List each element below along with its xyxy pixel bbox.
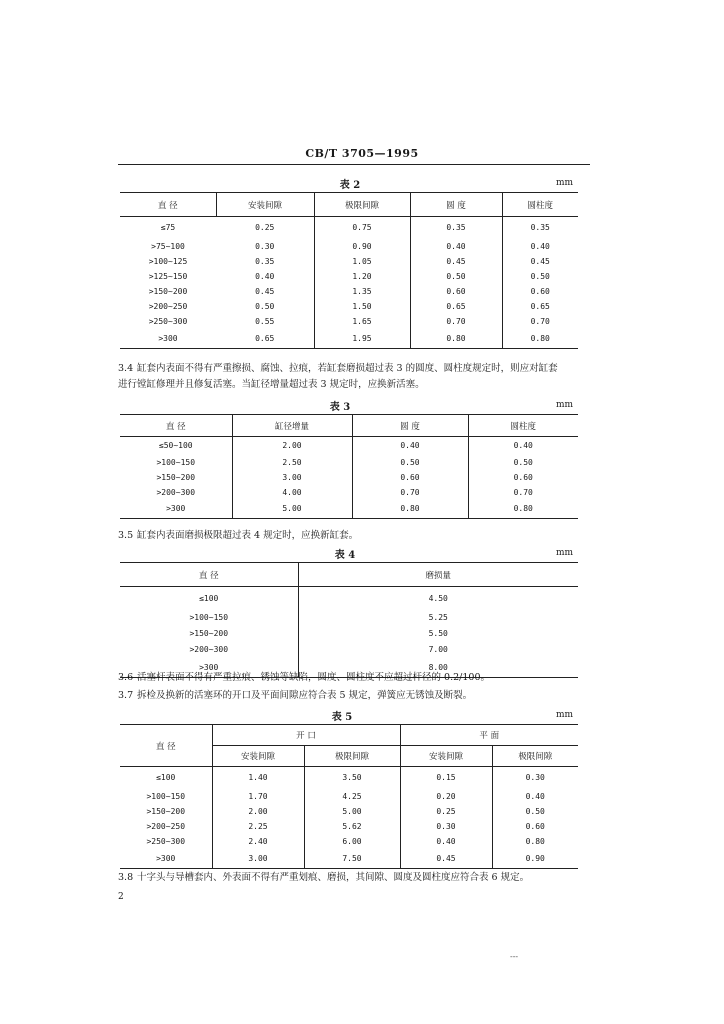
table3-cell: 0.70 <box>352 485 468 500</box>
table4-unit: mm <box>556 548 574 558</box>
table2-cell: 0.65 <box>410 299 502 314</box>
table5-cell: >100~150 <box>146 791 186 801</box>
table3-cell: 2.50 <box>232 455 352 470</box>
table3-cell: 4.00 <box>232 485 352 500</box>
table4-cell: 8.00 <box>298 658 578 678</box>
table4-cell: 4.50 <box>298 587 578 610</box>
table4-cell: 5.50 <box>298 626 578 642</box>
table5-cell: 0.15 <box>400 767 492 789</box>
table2-cell: 1.50 <box>314 299 410 314</box>
table2-header: 安装间隙 <box>216 193 314 217</box>
table5-cell: 1.70 <box>212 789 304 804</box>
table4-header: 磨损量 <box>298 563 578 587</box>
table5-cell: >200~250 <box>146 821 186 831</box>
section-3-7 <box>118 688 588 704</box>
table4-cell: >100~150 <box>189 613 229 622</box>
table2-cell: 0.60 <box>502 284 578 299</box>
section-3-4 <box>118 361 588 393</box>
table4-caption: 表 4 <box>334 550 356 561</box>
table5-cell: 0.80 <box>492 834 578 849</box>
table2-cell: 0.50 <box>502 269 578 284</box>
section-number: 3.7 <box>118 690 134 701</box>
table5-caption: 表 5 <box>331 712 353 723</box>
table5-header-diameter: 直 径 <box>155 741 176 752</box>
table3-cell: 2.00 <box>232 437 352 455</box>
table4-cell: 5.25 <box>298 610 578 626</box>
table2-cell: 0.40 <box>255 271 275 281</box>
section-text: 进行镗缸修理并且修复活塞。当缸径增量超过表 3 规定时，应换新活塞。 <box>118 379 425 390</box>
table2-cell: 0.65 <box>255 333 275 343</box>
section-text: 拆检及换新的活塞环的开口及平面间隙应符合表 5 规定，弹簧应无锈蚀及断裂。 <box>137 690 473 701</box>
table5-cell: 2.00 <box>212 804 304 819</box>
table5-cell: 3.50 <box>304 767 400 789</box>
table5-cell: 2.40 <box>212 834 304 849</box>
table5-cell: 6.00 <box>304 834 400 849</box>
table5-cell: 0.40 <box>492 789 578 804</box>
table2-cell: >200~250 <box>148 301 188 311</box>
table5-cell: 0.60 <box>492 819 578 834</box>
table2-cell: 0.25 <box>255 223 275 233</box>
section-text: 活塞杆表面不得有严重拉痕、锈蚀等缺陷，圆度、圆柱度不应超过杆径的 0.2/100。 <box>137 672 490 683</box>
table3-cell: 0.70 <box>468 485 578 500</box>
table3-cell: 0.60 <box>352 470 468 485</box>
table4-cell: ≤100 <box>199 593 219 603</box>
table3-unit: mm <box>556 400 574 410</box>
table2-cell: >125~150 <box>148 271 188 281</box>
table5-cell: 0.30 <box>400 819 492 834</box>
table2-cell: 0.35 <box>255 256 275 266</box>
table5-cell: 5.62 <box>304 819 400 834</box>
table4-cell: >150~200 <box>189 629 229 638</box>
table2-cell: >75~100 <box>151 241 185 251</box>
table3-cell: 0.80 <box>468 500 578 519</box>
table2-header: 圆 度 <box>410 193 502 217</box>
section-number: 3.4 <box>118 363 134 374</box>
table5-subheader: 安装间隙 <box>212 746 304 767</box>
table2-cell: >300 <box>158 333 178 343</box>
table2-cell: >100~125 <box>148 256 188 266</box>
table4-header: 直 径 <box>198 570 219 581</box>
table2-cell: 0.90 <box>314 239 410 254</box>
table5-subheader: 极限间隙 <box>304 746 400 767</box>
table5-cell: 5.00 <box>304 804 400 819</box>
table3-cell: >150~200 <box>156 472 196 482</box>
table3-cell: 0.60 <box>468 470 578 485</box>
table3-header: 缸径增量 <box>232 415 352 437</box>
table5-cell: 7.50 <box>304 849 400 869</box>
table2-cell: 0.80 <box>502 329 578 349</box>
table3-cell: 3.00 <box>232 470 352 485</box>
table5-group-plane: 平 面 <box>400 725 578 746</box>
table4-cell: 7.00 <box>298 642 578 658</box>
table3-header: 直 径 <box>165 421 186 432</box>
table5-cell: >150~200 <box>146 806 186 816</box>
page-number: 2 <box>118 892 124 902</box>
table2-cell: 0.45 <box>255 286 275 296</box>
table3-header: 圆 度 <box>352 415 468 437</box>
table2-cell: 0.45 <box>502 254 578 269</box>
section-number: 3.5 <box>118 530 134 541</box>
document-header: CB/T 3705—1995 <box>305 147 419 160</box>
table2-cell: 0.55 <box>255 316 275 326</box>
table2-cell: 1.20 <box>314 269 410 284</box>
table5-cell: >300 <box>156 853 176 863</box>
table5-cell: 3.00 <box>212 849 304 869</box>
table-2 <box>120 192 578 349</box>
table5-unit: mm <box>556 710 574 720</box>
table5-cell: ≤100 <box>156 773 176 783</box>
table2-cell: 0.45 <box>410 254 502 269</box>
table2-header: 直 径 <box>157 200 178 211</box>
table3-cell: >300 <box>166 504 186 514</box>
table3-caption: 表 3 <box>329 402 351 413</box>
table2-caption: 表 2 <box>339 180 361 191</box>
table2-cell: 0.60 <box>410 284 502 299</box>
table4-cell: >200~300 <box>189 645 229 654</box>
table2-cell: 0.40 <box>410 239 502 254</box>
table-5 <box>120 724 578 869</box>
table2-cell: 0.70 <box>502 314 578 329</box>
table2-cell: >250~300 <box>148 316 188 326</box>
section-3-8 <box>118 870 588 886</box>
footer-mark: --- <box>510 952 519 961</box>
table3-cell: 0.80 <box>352 500 468 519</box>
table3-cell: 0.50 <box>352 455 468 470</box>
table5-cell: 0.90 <box>492 849 578 869</box>
table2-cell: 0.30 <box>255 241 275 251</box>
table5-cell: 0.30 <box>492 767 578 789</box>
table3-cell: 0.40 <box>352 437 468 455</box>
table3-cell: 0.40 <box>468 437 578 455</box>
section-text: 缸套内表面不得有严重擦损、腐蚀、拉痕，若缸套磨损超过表 3 的圆度、圆柱度规定时，则应对缸套 <box>137 363 558 374</box>
table3-cell: ≤50~100 <box>158 441 193 451</box>
table5-subheader: 极限间隙 <box>492 746 578 767</box>
table5-cell: 1.40 <box>212 767 304 789</box>
section-3-6 <box>118 670 588 686</box>
table-3 <box>120 414 578 519</box>
table2-cell: 0.75 <box>314 217 410 239</box>
table4-cell: >300 <box>199 662 219 672</box>
table2-cell: 1.65 <box>314 314 410 329</box>
table2-cell: 0.70 <box>410 314 502 329</box>
section-number: 3.8 <box>118 872 134 883</box>
table3-header: 圆柱度 <box>468 415 578 437</box>
table2-unit: mm <box>556 178 574 188</box>
table2-header: 圆柱度 <box>502 193 578 217</box>
table5-subheader: 安装间隙 <box>400 746 492 767</box>
table3-cell: >200~300 <box>156 487 196 497</box>
table2-cell: 1.35 <box>314 284 410 299</box>
table2-header: 极限间隙 <box>314 193 410 217</box>
table2-cell: 0.40 <box>502 239 578 254</box>
table2-cell: 1.95 <box>314 329 410 349</box>
table3-cell: 0.50 <box>468 455 578 470</box>
header-rule <box>118 164 590 165</box>
table2-cell: 0.65 <box>502 299 578 314</box>
table3-cell: 5.00 <box>232 500 352 519</box>
table2-cell: 0.35 <box>502 217 578 239</box>
table5-cell: 2.25 <box>212 819 304 834</box>
section-text: 十字头与导槽套内、外表面不得有严重划痕、磨损，其间隙、圆度及圆柱度应符合表 6 规定。 <box>137 872 530 883</box>
table5-cell: >250~300 <box>146 836 186 846</box>
table5-cell: 0.25 <box>400 804 492 819</box>
table-4 <box>120 562 578 678</box>
table5-cell: 0.40 <box>400 834 492 849</box>
table5-group-open: 开 口 <box>212 725 400 746</box>
table2-cell: >150~200 <box>148 286 188 296</box>
table5-cell: 4.25 <box>304 789 400 804</box>
table3-cell: >100~150 <box>156 457 196 467</box>
section-number: 3.6 <box>118 672 134 683</box>
table2-cell: 0.50 <box>255 301 275 311</box>
table2-cell: 0.50 <box>410 269 502 284</box>
table2-cell: 0.35 <box>410 217 502 239</box>
table5-cell: 0.45 <box>400 849 492 869</box>
table2-cell: 1.05 <box>314 254 410 269</box>
table5-cell: 0.20 <box>400 789 492 804</box>
table5-cell: 0.50 <box>492 804 578 819</box>
table2-cell: 0.80 <box>410 329 502 349</box>
section-3-5 <box>118 528 588 544</box>
section-text: 缸套内表面磨损极限超过表 4 规定时，应换新缸套。 <box>137 530 359 541</box>
table2-cell: ≤75 <box>160 223 176 233</box>
